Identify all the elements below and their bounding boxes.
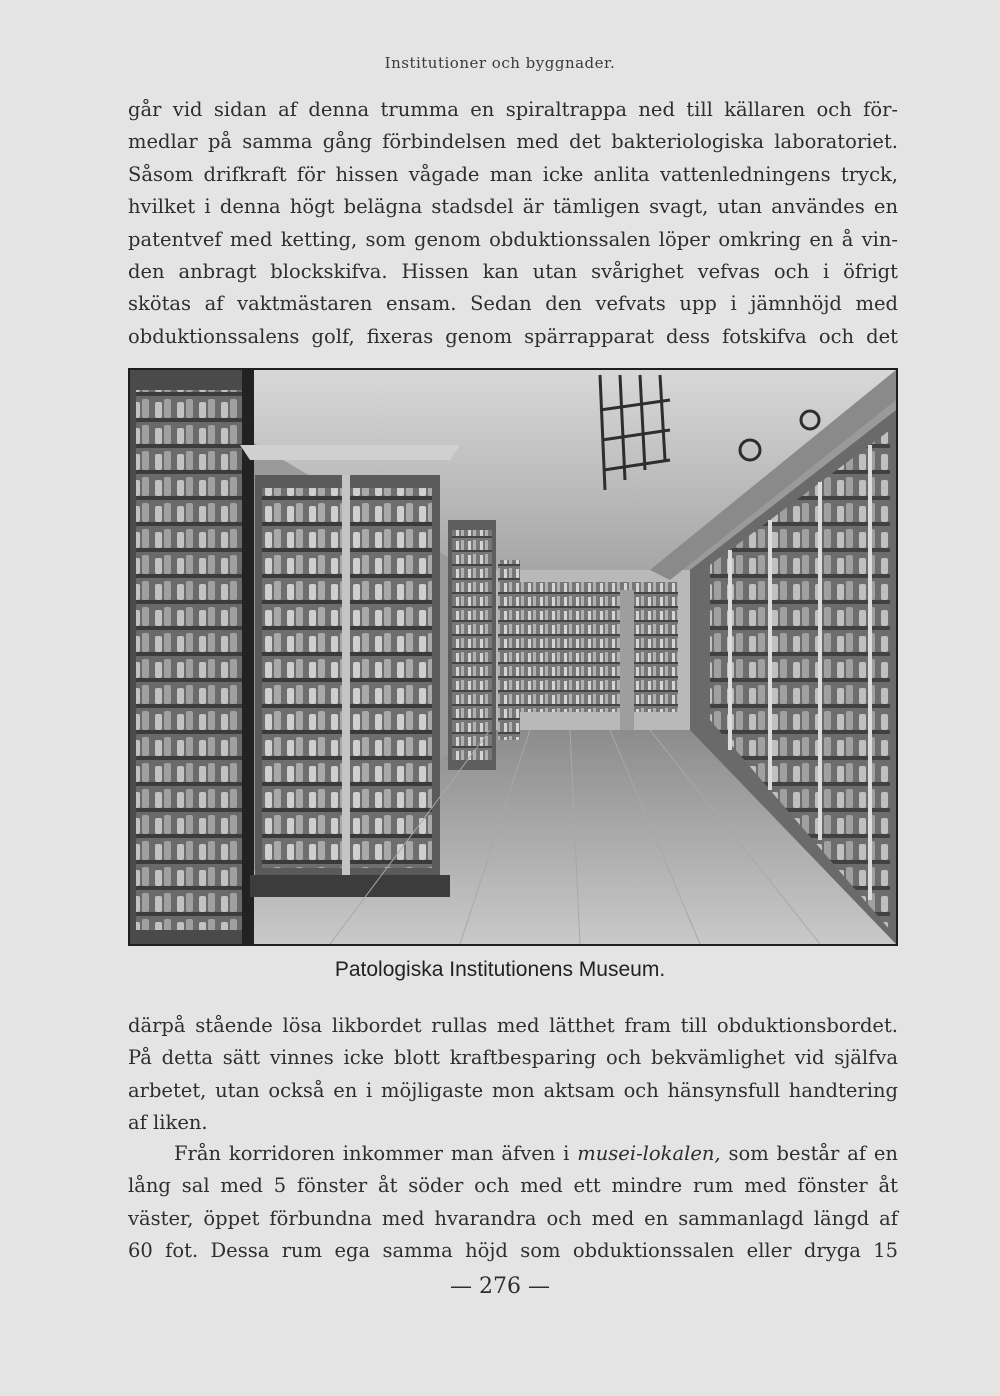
page-number: — 276 —	[450, 1274, 550, 1299]
text-line: går vid sidan af denna trumma en spiraltrappa ned till källaren och för-	[128, 98, 898, 121]
text-line	[128, 1138, 898, 1170]
museum-photograph	[128, 368, 898, 946]
text-line: På detta sätt vinnes icke blott kraftbesparing och bekvämlighet vid själfva	[128, 1046, 898, 1070]
text-line: patentvef med ketting, som genom obduktionssalen löper omkring en å vin-	[128, 227, 898, 251]
paragraph-likbordet	[128, 1010, 898, 1140]
paragraph-hissen	[128, 94, 898, 353]
text-line: medlar på samma gång förbindelsen med det bakteriologiska laboratoriet.	[128, 130, 898, 154]
figure-caption: Patologiska Institutionens Museum.	[334, 958, 666, 981]
text-fragment: som består af en	[720, 1142, 898, 1165]
museum-interior-illustration	[130, 370, 896, 944]
text-line: skötas af vaktmästaren ensam. Sedan den vefvats upp i jämnhöjd med	[128, 292, 898, 316]
italic-term: musei-lokalen,	[577, 1142, 721, 1165]
text-line: väster, öppet förbundna med hvarandra och med en sammanlagd längd af	[128, 1206, 898, 1230]
text-line: hvilket i denna högt belägna stadsdel är tämligen svagt, utan användes en	[128, 195, 898, 219]
text-line: den anbragt blockskifva. Hissen kan utan svårighet vefvas och i öfrigt	[128, 260, 898, 284]
text-line: Såsom drifkraft för hissen vågade man icke anlita vattenledningens tryck,	[128, 162, 898, 186]
text-line: lång sal med 5 fönster åt söder och med ett mindre rum med fönster åt	[128, 1174, 898, 1198]
text-line: 60 fot. Dessa rum ega samma höjd som obduktionssalen eller dryga 15	[128, 1239, 898, 1263]
text-fragment: Från korridoren inkommer man äfven i	[174, 1142, 578, 1165]
text-line: därpå stående lösa likbordet rullas med lätthet fram till obduktionsbordet.	[128, 1014, 898, 1037]
text-line: arbetet, utan också en i möjligaste mon aktsam och hänsynsfull handtering	[128, 1078, 898, 1102]
text-line: af liken.	[128, 1111, 208, 1135]
text-line: obduktionssalens golf, fixeras genom spärrapparat dess fotskifva och det	[128, 324, 898, 348]
running-head: Institutioner och byggnader.	[384, 54, 616, 72]
paragraph-musei-lokalen	[128, 1138, 898, 1268]
